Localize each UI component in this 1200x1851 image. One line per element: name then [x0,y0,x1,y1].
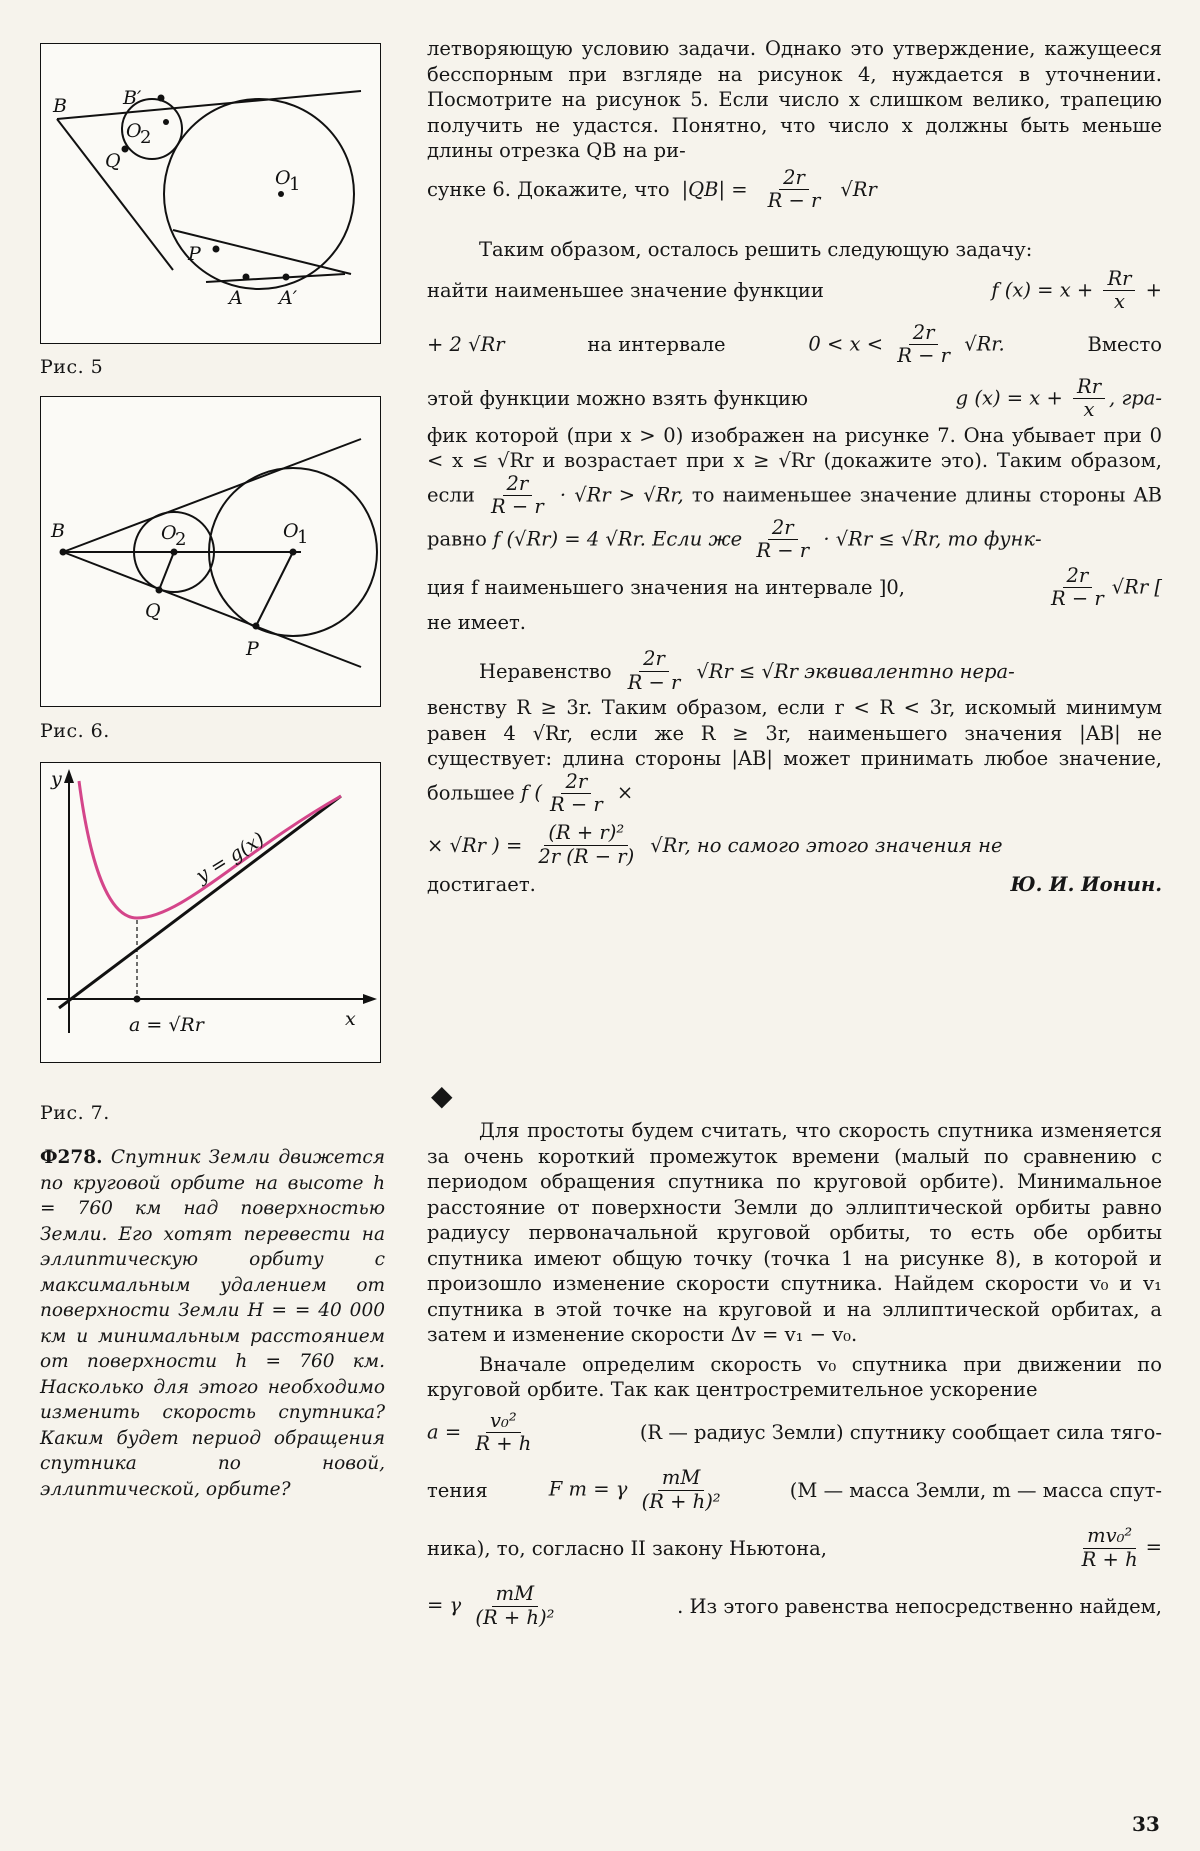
label-a: a = √Rr [129,1014,204,1036]
figure-5-drawing [41,44,380,343]
p4-a: Неравенство [479,659,612,683]
sqrt-rr: √Rr [1111,575,1149,599]
label-curve: y = g(x) [191,828,269,888]
p3-cond2: · √Rr ≤ √Rr, то функ- [823,527,1042,551]
frac-equality: $\frac{mM}{\text{(R + h)²}}$ [475,1582,555,1629]
page-number: 33 [1132,1812,1160,1836]
p2-e: на интервале [587,333,726,357]
label-x-axis: x [345,1008,356,1030]
frac-rr-x-2: $\frac{Rr}{x}$ [1073,377,1105,421]
label-P: P [246,638,259,660]
p2-d: + 2 [427,333,462,357]
text-top [427,36,1162,896]
label-O2-sub: 2 [175,529,187,550]
inequality-line [427,649,1162,693]
p2-b: найти наименьшее значение функции [427,279,824,303]
qb-lhs: |QB| = [681,177,748,201]
label-O1-sub: 1 [289,174,301,195]
equality-line: = γ $\frac{mM}{\text{(R + h)²}}$ . Из этого равенства непосредственно найдем, [427,1582,1162,1629]
p3-fmin: f (√Rr) = 4 √Rr. Если же [493,527,743,551]
solution-paragraph-2: Вначале определим скорость v₀ спутника при движении по круговой орбите. Так как центростремительное ускорение [427,1352,1162,1401]
label-O2: O [161,522,177,544]
p4-last-a: × √Rr ) = [427,833,523,857]
sqrt-rr: √Rr [964,332,999,356]
frac-rr-x: $\frac{Rr}{x}$ [1103,269,1135,313]
frac-newton: $\frac{\text{mv₀²}}{R + h}$ [1081,1524,1138,1571]
qb-formula-line [427,165,1162,212]
gravity-line: тения F т = γ $\frac{mM}{\text{(R + h)²}}$ (M — масса Земли, m — масса спут- [427,1466,1162,1513]
p3-tail-b: не имеет. [427,610,526,634]
label-O1: O [283,520,299,542]
label-B-prime: B′ [123,87,142,109]
problem-f278 [40,1145,385,1502]
figure-7-caption: Рис. 7. [40,1102,110,1124]
p3-cond: · √Rr > √Rr, [559,483,684,507]
label-B: B [51,520,65,542]
paragraph-2a: Таким образом, осталось решить следующую задачу: [479,238,1033,262]
solution [427,1118,1162,1628]
p4-rest: венству R ≥ 3r. Таким образом, если r < R < 3r, искомый минимум равен 4 √Rr, если же R ≥ 3r, наименьшего значения |AB| не существует: длина стороны |AB| может принимать любое значение, большее [427,696,1162,804]
frac-cond-2: $\frac{2r}{R - r}$ [756,515,810,563]
label-P: P [188,243,201,265]
p2-f: 0 < x < [808,332,884,356]
p3-a: этой функции можно взять функцию [427,387,809,411]
figure-6-drawing [41,397,380,706]
label-O1-sub: 1 [297,527,309,548]
p4-last-c: достигает. [427,873,536,897]
label-O1: O [275,167,291,189]
p3-rest: фик которой (при x > 0) изображен на рисунке 7. Она убывает при 0 < x ≤ √Rr и возрастает при x ≥ √Rr (докажите это). Таким образом, если [427,423,1162,507]
g-function-line: этой функции можно взять функцию g (x) = x + $\frac{Rr}{x}$ , гра- [427,374,1162,422]
figure-6-caption: Рис. 6. [40,720,110,742]
g-def: g (x) = x + [955,386,1063,410]
label-A-prime: A′ [279,287,298,309]
s2-b: (R — радиус Земли) спутнику сообщает сила тяго- [639,1420,1162,1444]
sqrt-rr: √Rr [468,333,505,357]
label-A: A [229,287,243,309]
figure-6 [40,396,381,707]
frac-qb: $\frac{2r}{R - r}$ [767,165,821,212]
newton-line: ника), то, согласно II закону Ньютона, $\frac{\text{mv₀²}}{R + h}$ = [427,1524,1162,1571]
label-Q: Q [105,150,121,172]
s3-c: (M — масса Земли, m — масса спут- [789,1478,1162,1502]
f-def: f (x) = x + [991,278,1094,302]
sqrt-rr: √Rr [840,177,877,201]
paragraph-1: летворяющую условию задачи. Однако это утверждение, кажущееся бесспорным при взгляде на рисунок 4, нуждается в уточнении. Посмотрите на рисунок 5. Если число x слишком велико, трапецию получить не удастся. Понятно, что число x должны быть меньше длины отрезка QB на ри- [427,37,1162,162]
author-line [427,873,1162,896]
diamond-icon: ◆ [431,1079,453,1112]
frac-cond: $\frac{2r}{R - r}$ [491,471,544,519]
p4-b: √Rr ≤ √Rr эквивалентно нера- [696,659,1015,683]
label-O2: O [126,120,142,142]
s5-b: . Из этого равенства непосредственно найдем, [677,1594,1162,1618]
frac-result: $\frac{\text{(R + r)²}}{2r (R - r)}$ [538,821,635,868]
figure-5 [40,43,381,344]
author: Ю. И. Ионин. [1010,873,1162,897]
solution-paragraph-1: Для простоты будем считать, что скорость спутника изменяется за очень короткий промежуток времени (малый по сравнению с периодом обращения спутника по круговой орбите). Минимальное расстояние от поверхности Земли до эллиптической орбиты равно радиусу первоначальной круговой орбиты, то есть обе орбиты спутника имеют общую точку (точка 1 на рисунке 8), в которой и произошло изменение скорости спутника. Найдем скорости v₀ и v₁ спутника в этой точке на круговой и на эллиптической орбитах, а затем и изменение скорости Δv = v₁ − v₀. [427,1119,1162,1346]
p4-last-b: √Rr, но самого этого значения не [650,833,1003,857]
label-B: B [53,95,67,117]
p3-then: то наименьшее значение длины стороны AB равно [427,483,1162,551]
label-O2-sub: 2 [140,127,152,148]
s4-a: ника), то, согласно II закону Ньютона, [427,1536,827,1560]
problem-number: Ф278. [40,1147,103,1168]
p1-end-a: сунке 6. Докажите, что [427,177,670,201]
paragraph-4: венству R ≥ 3r. Таким образом, если r < R < 3r, искомый минимум равен 4 √Rr, если же R ≥ 3r, наименьшего значения |AB| не существует: длина стороны |AB| может принимать любое значение, большее f ( $\frac{2r}{R - r}$ × [427,696,1162,816]
frac-interval: $\frac{2r}{R - r}$ [897,320,950,368]
label-Q: Q [145,600,161,622]
figure-5-caption: Рис. 5 [40,356,104,378]
function-line: найти наименьшее значение функции f (x) = x + $\frac{Rr}{x}$ + [427,266,1162,314]
figure-7 [40,762,381,1063]
label-y-axis: y [51,768,62,790]
frac-gravity: $\frac{mM}{\text{(R + h)²}}$ [641,1466,721,1513]
s3-a: тения [427,1478,488,1502]
figure-7-drawing [41,763,380,1062]
p2-g: Вместо [1087,333,1162,357]
paragraph-3 [427,423,1162,562]
interval-tail-line: ция f наименьшего значения на интервале ]0, $\frac{2r}{R - r}$ √Rr [ [427,563,1162,611]
interval-line: + 2 √Rr на интервале 0 < x < $\frac{2r}{R - r}$ √Rr. Вместо [427,320,1162,368]
frac-ineq: $\frac{2r}{R - r}$ [627,647,681,694]
acceleration-line: a = $\frac{\text{v₀²}}{R + h}$ (R — радиус Земли) спутнику сообщает сила тяго- [427,1408,1162,1455]
frac-f-arg: $\frac{2r}{R - r}$ [549,769,603,816]
p3-tail-a: ция f наименьшего значения на интервале ]0, [427,576,905,600]
final-formula-line [427,823,1162,867]
problem-text: Спутник Земли движется по круговой орбите на высоте h = 760 км над поверхностью Земли. Его хотят перевести на эллиптическую орбиту с максимальным удалением от поверхности Земли H = = 40 000 км и минимальным расстоянием от поверхности h = 760 км. Насколько для этого необходимо изменить скорость спутника? Каким будет период обращения спутника по новой, эллиптической, орбите? [40,1147,385,1500]
frac-acc: $\frac{\text{v₀²}}{R + h}$ [475,1408,532,1455]
frac-tail: $\frac{2r}{R - r}$ [1051,563,1104,611]
